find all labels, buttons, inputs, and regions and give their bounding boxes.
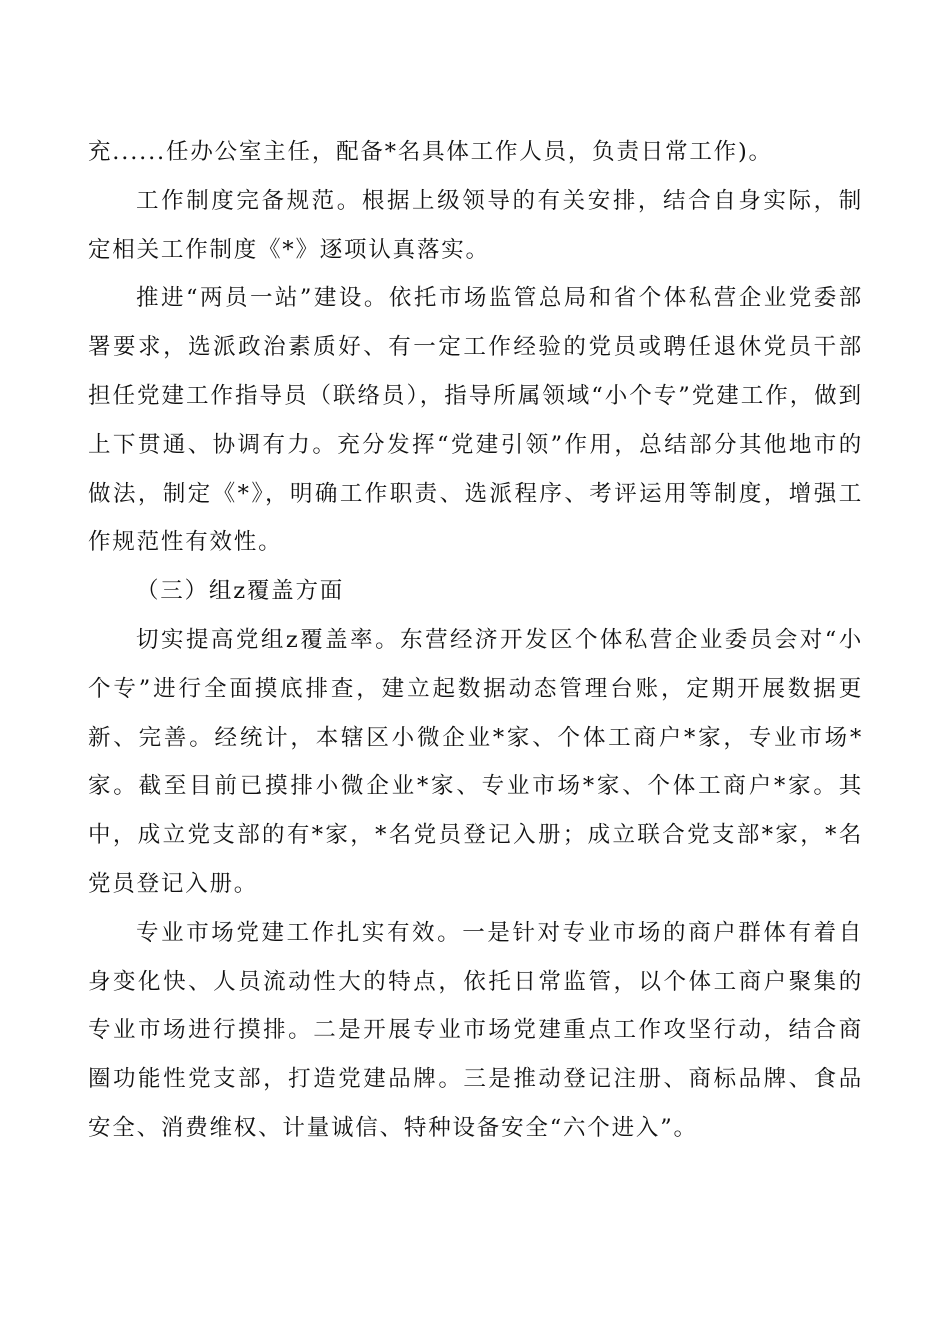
paragraph-two-members-one-station: 推进“两员一站”建设。依托市场监管总局和省个体私营企业党委部署要求，选派政治素质好、有一定工作经验的党员或聘任退休党员干部担任党建工作指导员（联络员），指导所属领域“小个专”党建工作，做到上下贯通、协调有力。充分发挥“党建引领”作用，总结部分其他地市的做法，制定《*》，明确工作职责、选派程序、考评运用等制度，增强工作规范性有效性。 (88, 285, 863, 556)
paragraph-market-party-building: 专业市场党建工作扎实有效。一是针对专业市场的商户群体有着自身变化快、人员流动性大的特点，依托日常监管，以个体工商户聚集的专业市场进行摸排。二是开展专业市场党建重点工作攻坚行动，结合商圈功能性党支部，打造党建品牌。三是推动登记注册、商标品牌、食品安全、消费维权、计量诚信、特种设备安全“六个进入”。 (88, 919, 863, 1141)
section-heading-coverage: （三）组z覆盖方面 (136, 578, 345, 605)
paragraph-office-staffing: 充......任办公室主任，配备*名具体工作人员，负责日常工作)。 (88, 139, 773, 165)
paragraph-work-system: 工作制度完备规范。根据上级领导的有关安排，结合自身实际，制定相关工作制度《*》逐项认真落实。 (88, 187, 863, 263)
paragraph-coverage-rate: 切实提高党组z覆盖率。东营经济开发区个体私营企业委员会对“小个专”进行全面摸底排查，建立起数据动态管理台账，定期开展数据更新、完善。经统计，本辖区小微企业*家、个体工商户*家，专业市场*家。截至目前已摸排小微企业*家、专业市场*家、个体工商户*家。其中，成立党支部的有*家，*名党员登记入册；成立联合党支部*家，*名党员登记入册。 (88, 626, 863, 897)
document-body (88, 128, 863, 1153)
